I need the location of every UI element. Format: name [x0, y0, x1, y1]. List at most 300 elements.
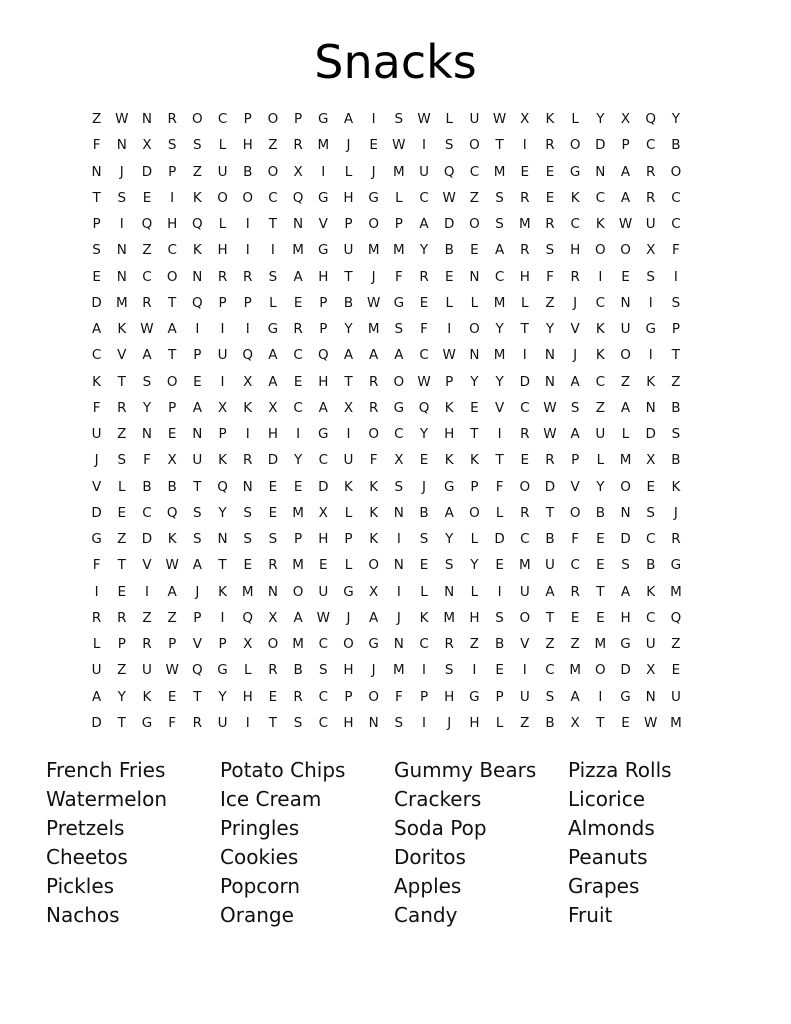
grid-letter: W — [316, 609, 330, 626]
grid-letter: N — [141, 111, 153, 128]
word-list-item: Peanuts — [568, 845, 648, 869]
word-list-item: Ice Cream — [220, 787, 322, 811]
grid-letter: O — [267, 111, 279, 128]
grid-letter: A — [91, 321, 102, 338]
grid-letter: Z — [469, 189, 480, 206]
grid-letter: G — [393, 399, 405, 416]
grid-letter: P — [344, 531, 353, 548]
grid-letter: K — [218, 583, 227, 600]
grid-letter: K — [595, 347, 605, 364]
grid-letter: B — [671, 137, 681, 154]
grid-letter: A — [620, 189, 631, 206]
grid-letter: U — [469, 111, 480, 128]
grid-letter: D — [91, 714, 102, 731]
grid-letter: B — [243, 163, 253, 180]
grid-letter: W — [115, 111, 129, 128]
grid-letter: I — [220, 609, 225, 626]
word-list-item: Cookies — [220, 845, 299, 869]
grid-letter: B — [646, 557, 656, 574]
grid-letter: M — [393, 242, 405, 259]
grid-letter: D — [318, 478, 329, 495]
grid-letter: S — [293, 714, 303, 731]
grid-letter: G — [569, 163, 581, 180]
grid-letter: O — [166, 373, 178, 390]
grid-letter: W — [417, 373, 431, 390]
grid-letter: U — [318, 583, 329, 600]
grid-letter: T — [117, 373, 126, 390]
grid-letter: E — [293, 294, 303, 311]
grid-letter: B — [167, 478, 177, 495]
grid-letter: A — [444, 504, 454, 521]
grid-row — [84, 264, 714, 290]
grid-letter: I — [195, 321, 200, 338]
grid-letter: Q — [192, 294, 203, 311]
grid-letter: I — [447, 321, 452, 338]
grid-letter: T — [193, 478, 202, 495]
grid-letter: C — [671, 216, 681, 233]
grid-letter: U — [419, 163, 429, 180]
grid-letter: E — [117, 504, 127, 521]
grid-letter: E — [621, 268, 630, 285]
grid-letter: D — [91, 294, 102, 311]
grid-letter: E — [268, 504, 278, 521]
grid-row — [84, 579, 714, 605]
grid-letter: T — [218, 557, 227, 574]
word-list-item: Pringles — [220, 816, 300, 840]
grid-letter: J — [447, 714, 452, 731]
grid-letter: F — [420, 321, 428, 338]
grid-letter: S — [142, 373, 152, 390]
grid-letter: C — [142, 268, 152, 285]
grid-letter: R — [444, 636, 454, 653]
grid-letter: Y — [419, 242, 429, 259]
grid-letter: X — [318, 504, 328, 521]
grid-letter: N — [544, 347, 556, 364]
grid-letter: Q — [242, 609, 254, 626]
grid-letter: M — [393, 662, 405, 679]
grid-letter: O — [569, 137, 581, 154]
grid-row — [84, 421, 714, 447]
grid-letter: N — [620, 504, 631, 521]
grid-letter: S — [671, 294, 681, 311]
grid-letter: O — [166, 268, 178, 285]
grid-letter: K — [218, 452, 227, 469]
grid-letter: L — [395, 189, 403, 206]
grid-letter: C — [318, 688, 328, 705]
grid-letter: D — [595, 137, 606, 154]
grid-letter: E — [268, 478, 278, 495]
grid-letter: O — [368, 557, 379, 574]
grid-letter: S — [394, 714, 404, 731]
grid-letter: O — [620, 242, 631, 259]
grid-letter: D — [141, 531, 153, 548]
grid-letter: N — [116, 242, 127, 259]
grid-letter: A — [419, 216, 429, 233]
grid-letter: J — [371, 268, 376, 285]
grid-letter: E — [243, 557, 252, 574]
grid-letter: E — [293, 373, 303, 390]
grid-letter: K — [192, 189, 202, 206]
grid-letter: I — [396, 531, 401, 548]
grid-letter: X — [142, 137, 152, 154]
grid-letter: H — [469, 714, 480, 731]
grid-letter: H — [167, 216, 178, 233]
grid-letter: C — [570, 216, 580, 233]
grid-letter: U — [620, 321, 631, 338]
grid-letter: C — [520, 531, 530, 548]
grid-letter: Q — [141, 216, 153, 233]
grid-letter: Y — [596, 478, 605, 495]
grid-letter: R — [243, 268, 253, 285]
grid-letter: P — [470, 478, 479, 495]
grid-letter: I — [296, 426, 301, 443]
grid-letter: Z — [595, 399, 605, 416]
grid-letter: R — [520, 189, 530, 206]
grid-letter: H — [217, 242, 228, 259]
grid-letter: Y — [117, 688, 126, 705]
grid-letter: K — [444, 399, 454, 416]
grid-letter: R — [545, 452, 555, 469]
grid-letter: G — [141, 714, 153, 731]
grid-letter: N — [368, 714, 379, 731]
grid-letter: R — [368, 399, 379, 416]
grid-letter: V — [570, 321, 580, 338]
grid-letter: E — [167, 688, 177, 705]
grid-letter: T — [495, 452, 504, 469]
grid-letter: C — [419, 189, 429, 206]
grid-letter: K — [117, 321, 127, 338]
grid-letter: R — [268, 662, 278, 679]
grid-letter: X — [217, 399, 228, 416]
grid-letter: X — [167, 452, 177, 469]
word-list-item: Doritos — [394, 845, 466, 869]
grid-letter: A — [494, 242, 505, 259]
grid-letter: S — [545, 688, 555, 705]
grid-letter: Z — [117, 531, 127, 548]
grid-letter: P — [344, 688, 353, 705]
grid-letter: S — [646, 268, 655, 285]
grid-letter: E — [142, 189, 152, 206]
grid-letter: I — [522, 662, 527, 679]
grid-letter: Y — [344, 321, 353, 338]
grid-letter: P — [243, 111, 252, 128]
grid-letter: W — [442, 347, 456, 364]
grid-letter: K — [545, 111, 555, 128]
grid-letter: S — [117, 189, 127, 206]
word-list-item: Grapes — [568, 874, 640, 898]
grid-letter: O — [217, 189, 228, 206]
grid-letter: P — [294, 111, 303, 128]
grid-letter: G — [670, 557, 682, 574]
grid-row — [84, 447, 714, 473]
grid-letter: R — [117, 399, 127, 416]
grid-row — [84, 237, 714, 263]
grid-letter: Q — [317, 347, 329, 364]
grid-letter: H — [444, 688, 455, 705]
grid-letter: H — [242, 688, 253, 705]
grid-letter: J — [573, 347, 578, 364]
grid-letter: N — [141, 426, 153, 443]
grid-letter: Y — [419, 426, 429, 443]
grid-letter: G — [318, 426, 329, 443]
grid-letter: S — [394, 111, 404, 128]
grid-letter: R — [192, 714, 203, 731]
grid-row — [84, 500, 714, 526]
grid-letter: K — [595, 216, 605, 233]
grid-letter: P — [671, 321, 680, 338]
grid-letter: M — [367, 321, 380, 338]
grid-letter: I — [220, 321, 225, 338]
grid-letter: P — [495, 688, 504, 705]
grid-letter: E — [596, 531, 605, 548]
grid-letter: E — [167, 426, 177, 443]
grid-letter: L — [596, 452, 605, 469]
grid-letter: I — [598, 688, 603, 705]
grid-letter: L — [344, 504, 353, 521]
grid-letter: S — [318, 662, 328, 679]
grid-letter: M — [518, 557, 531, 574]
grid-row — [84, 605, 714, 631]
grid-letter: N — [620, 294, 631, 311]
grid-letter: Z — [117, 662, 127, 679]
grid-letter: A — [268, 347, 278, 364]
grid-letter: X — [394, 452, 404, 469]
grid-letter: C — [494, 268, 505, 285]
grid-letter: U — [192, 452, 203, 469]
grid-letter: T — [596, 583, 605, 600]
grid-letter: W — [492, 111, 507, 128]
grid-letter: K — [92, 373, 102, 390]
grid-letter: E — [621, 714, 630, 731]
grid-letter: L — [621, 426, 630, 443]
grid-letter: I — [673, 268, 678, 285]
grid-letter: W — [442, 189, 456, 206]
grid-letter: D — [519, 373, 530, 390]
grid-letter: Y — [495, 321, 504, 338]
grid-letter: L — [269, 294, 277, 311]
grid-letter: R — [545, 216, 555, 233]
grid-letter: A — [192, 399, 202, 416]
grid-letter: Z — [142, 242, 152, 259]
grid-letter: U — [595, 426, 606, 443]
grid-letter: D — [645, 426, 656, 443]
grid-letter: S — [193, 137, 202, 154]
grid-letter: N — [267, 583, 278, 600]
grid-letter: N — [444, 583, 455, 600]
grid-letter: Q — [292, 189, 304, 206]
grid-letter: W — [543, 399, 557, 416]
grid-letter: P — [319, 294, 328, 311]
word-list-item: Watermelon — [46, 787, 168, 811]
grid-letter: K — [344, 478, 353, 495]
grid-letter: N — [469, 268, 480, 285]
grid-letter: O — [569, 504, 581, 521]
grid-letter: A — [570, 426, 580, 443]
grid-letter: R — [117, 609, 127, 626]
grid-letter: S — [545, 242, 555, 259]
grid-letter: Y — [142, 399, 152, 416]
grid-letter: B — [494, 636, 505, 653]
grid-row — [84, 185, 714, 211]
grid-letter: I — [245, 321, 250, 338]
grid-letter: R — [167, 111, 177, 128]
grid-letter: C — [469, 163, 480, 180]
grid-letter: M — [241, 583, 254, 600]
grid-letter: B — [419, 504, 429, 521]
grid-letter: O — [519, 609, 531, 626]
grid-letter: O — [469, 137, 480, 154]
word-list-item: Candy — [394, 903, 458, 927]
grid-letter: C — [419, 636, 429, 653]
grid-letter: G — [217, 662, 228, 679]
grid-letter: P — [117, 636, 126, 653]
grid-letter: J — [422, 478, 427, 495]
grid-letter: R — [142, 636, 152, 653]
grid-letter: O — [343, 636, 354, 653]
grid-letter: I — [346, 426, 351, 443]
grid-letter: G — [318, 111, 329, 128]
grid-letter: M — [317, 137, 330, 154]
grid-letter: S — [193, 531, 202, 548]
grid-letter: E — [596, 609, 605, 626]
grid-letter: Z — [520, 714, 530, 731]
grid-letter: T — [344, 268, 353, 285]
grid-letter: S — [193, 504, 202, 521]
grid-letter: A — [142, 347, 152, 364]
grid-letter: F — [369, 452, 378, 469]
grid-letter: W — [644, 714, 658, 731]
grid-letter: T — [520, 321, 529, 338]
grid-letter: E — [470, 399, 479, 416]
grid-letter: A — [167, 583, 177, 600]
grid-row — [84, 657, 714, 683]
grid-letter: E — [419, 452, 429, 469]
grid-letter: U — [343, 452, 354, 469]
grid-letter: Z — [671, 636, 681, 653]
word-column — [394, 756, 568, 930]
grid-row — [84, 526, 714, 552]
grid-letter: M — [493, 163, 506, 180]
grid-letter: C — [293, 347, 303, 364]
grid-row — [84, 290, 714, 316]
grid-letter: E — [570, 609, 580, 626]
grid-letter: U — [645, 216, 656, 233]
grid-letter: S — [243, 504, 252, 521]
grid-letter: O — [469, 321, 480, 338]
grid-letter: L — [344, 557, 353, 574]
grid-letter: M — [393, 163, 405, 180]
grid-letter: B — [142, 478, 152, 495]
grid-letter: R — [671, 531, 681, 548]
grid-letter: O — [368, 216, 379, 233]
grid-letter: G — [368, 636, 379, 653]
grid-letter: M — [619, 452, 632, 469]
grid-letter: J — [119, 163, 124, 180]
word-list-item: Popcorn — [220, 874, 301, 898]
grid-letter: H — [318, 373, 329, 390]
grid-letter: N — [192, 268, 203, 285]
grid-letter: A — [620, 163, 631, 180]
grid-letter: I — [94, 583, 99, 600]
grid-letter: X — [369, 583, 379, 600]
grid-letter: Y — [495, 373, 504, 390]
grid-letter: E — [671, 662, 681, 679]
grid-letter: L — [420, 583, 428, 600]
grid-letter: H — [343, 662, 354, 679]
grid-letter: X — [646, 242, 656, 259]
grid-letter: I — [245, 426, 250, 443]
grid-letter: R — [91, 609, 102, 626]
grid-letter: G — [620, 688, 631, 705]
grid-letter: M — [367, 242, 380, 259]
grid-letter: Q — [192, 662, 203, 679]
grid-letter: Q — [242, 347, 254, 364]
grid-letter: Q — [166, 504, 178, 521]
grid-letter: R — [268, 557, 278, 574]
grid-letter: L — [495, 714, 504, 731]
grid-letter: N — [645, 688, 656, 705]
grid-letter: U — [519, 583, 530, 600]
grid-letter: H — [519, 268, 530, 285]
grid-letter: E — [520, 163, 530, 180]
grid-letter: L — [470, 531, 479, 548]
grid-letter: G — [620, 636, 631, 653]
word-list-item: French Fries — [46, 758, 166, 782]
grid-letter: A — [343, 347, 354, 364]
grid-letter: J — [396, 609, 401, 626]
grid-letter: X — [646, 452, 656, 469]
grid-letter: K — [142, 688, 152, 705]
grid-letter: N — [393, 557, 404, 574]
grid-letter: V — [494, 399, 505, 416]
grid-letter: S — [444, 662, 454, 679]
grid-letter: V — [117, 347, 127, 364]
grid-letter: C — [595, 189, 606, 206]
grid-letter: A — [343, 111, 354, 128]
grid-letter: C — [268, 189, 278, 206]
grid-letter: V — [318, 216, 328, 233]
word-list-item: Cheetos — [46, 845, 128, 869]
grid-letter: E — [596, 557, 605, 574]
grid-letter: A — [369, 347, 379, 364]
grid-letter: U — [91, 426, 102, 443]
grid-letter: I — [522, 137, 527, 154]
grid-letter: Q — [645, 111, 657, 128]
grid-letter: S — [117, 452, 127, 469]
grid-letter: O — [267, 636, 279, 653]
grid-letter: F — [92, 137, 101, 154]
grid-letter: E — [646, 478, 655, 495]
grid-letter: U — [217, 163, 228, 180]
grid-letter: O — [595, 662, 606, 679]
grid-letter: Z — [570, 636, 580, 653]
grid-letter: P — [621, 137, 630, 154]
grid-letter: S — [495, 216, 504, 233]
grid-letter: O — [519, 478, 531, 495]
grid-letter: M — [292, 557, 304, 574]
grid-letter: R — [293, 688, 303, 705]
grid-letter: I — [497, 426, 502, 443]
grid-letter: T — [168, 347, 177, 364]
grid-letter: I — [220, 373, 225, 390]
grid-letter: N — [293, 216, 304, 233]
grid-row — [84, 474, 714, 500]
grid-letter: S — [167, 137, 177, 154]
grid-letter: E — [92, 268, 101, 285]
grid-letter: Z — [192, 163, 202, 180]
grid-letter: S — [268, 531, 278, 548]
grid-letter: W — [618, 216, 633, 233]
